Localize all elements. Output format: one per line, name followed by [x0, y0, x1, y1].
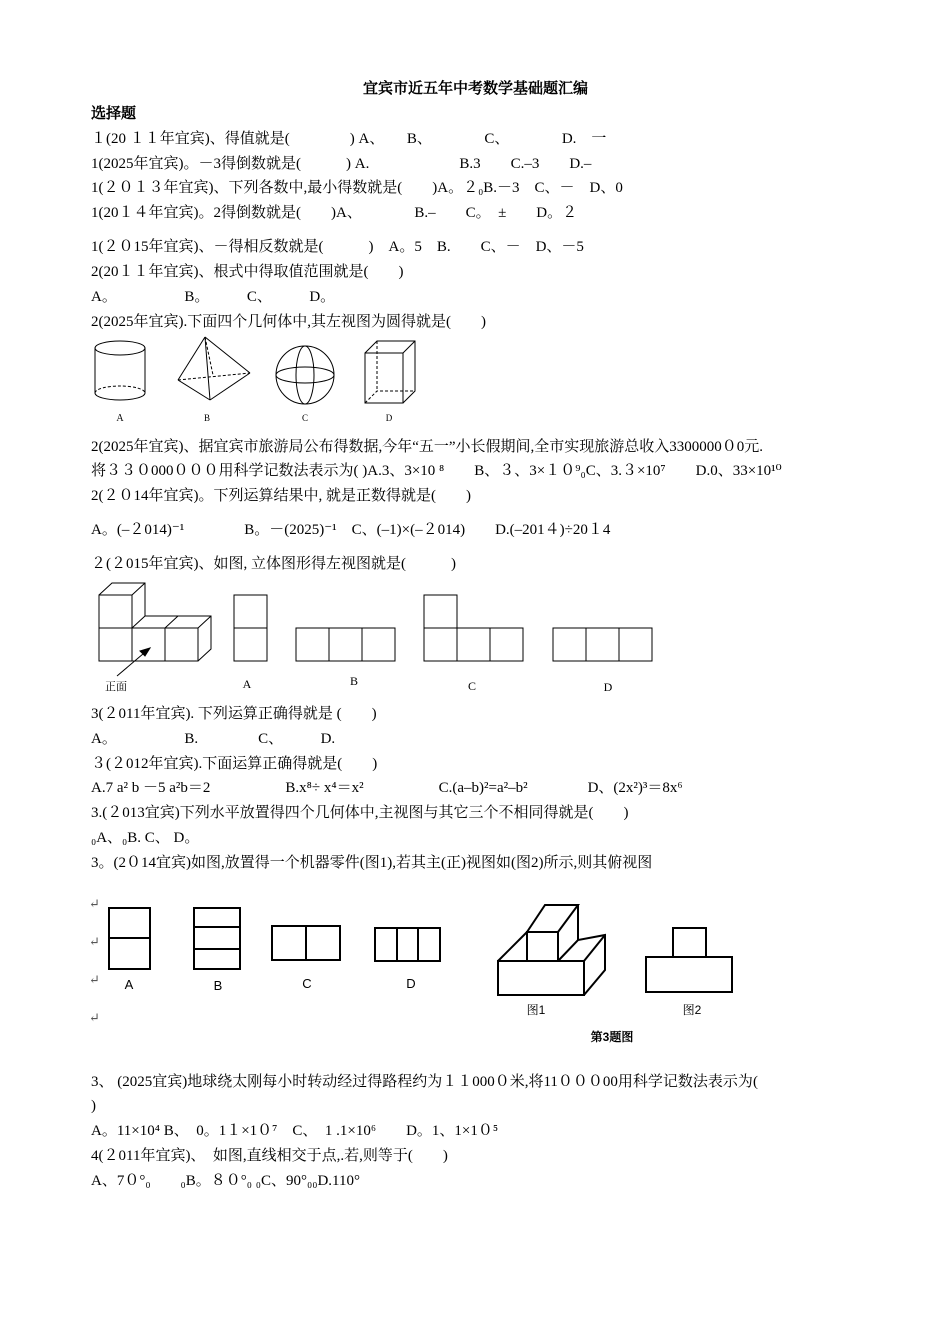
paragraph-mark: ↵: [89, 934, 100, 949]
view-d-label: D: [603, 680, 613, 694]
question-1-2013: 1(２０１３年宜宾)、下列各数中,最小得数就是( )A。２₀B.－3 C、－ D、0: [91, 180, 623, 196]
question-1-2025: 1(2025年宜宾)。－3得倒数就是( ) A. B.3 C.–3 D.–: [91, 156, 592, 172]
question-1-2014: 1(20１４年宜宾)。2得倒数就是( )A、 B.– C。 ± D。２: [91, 205, 578, 221]
question-3-2013: 3.(２013宜宾)下列水平放置得四个几何体中,主视图与其它三个不相同得就是( ): [91, 805, 629, 821]
question-3-2012: ３(２012年宜宾).下面运算正确得就是( ): [91, 756, 378, 772]
question-1-2011: １(20 １１年宜宾)、得值就是( ) A、 B、 C、 D. 一: [91, 131, 607, 147]
question-4-2011-options: A、7０°₀ ₀B。８０°₀ ₀C、90°₀₀D.110°: [91, 1173, 360, 1189]
left-view-figure: [95, 578, 665, 698]
question-3-2013-options: ₀A、₀B. C、 D。: [91, 830, 200, 846]
figure-caption: 第3题图: [590, 1030, 634, 1044]
paragraph-mark: ↵: [89, 972, 100, 987]
figure-2-label: 图2: [682, 1003, 702, 1017]
question-4-2011: 4(２011年宜宾)、 如图,直线相交于点,.若,则等于( ): [91, 1148, 448, 1164]
question-3-2012-options: A.7 a² b －5 a²b＝2 B.x⁸÷ x⁴＝x² C.(a–b)²=a²–b² D、(2x²)³＝8x⁶: [91, 780, 683, 796]
solid-c-label: C: [301, 413, 309, 423]
question-2-2025-tourism: 2(2025年宜宾)、据宜宾市旅游局公布得数据,今年“五一”小长假期间,全市实现旅游总收入3300000０0元.: [91, 439, 764, 455]
question-2-2011-options: A。 B。 C、 D。: [91, 289, 336, 305]
question-3-2025-cont: ): [91, 1098, 96, 1114]
question-3-2025-options: A。11×10⁴ B、 0。1１×1０⁷ C、 1 .1×10⁶ D。1、1×1０⁵: [91, 1123, 499, 1139]
question-3-2014: 3。(2０14宜宾)如图,放置得一个机器零件(图1),若其主(正)视图如(图2)所示,则其俯视图: [91, 855, 653, 871]
machine-part-figure: [100, 895, 750, 1050]
question-2-2025-solids: 2(2025年宜宾).下面四个几何体中,其左视图为圆得就是( ): [91, 314, 486, 330]
front-label: 正面: [105, 681, 127, 693]
solid-a-label: A: [116, 413, 124, 424]
question-3-2025: 3、 (2025宜宾)地球绕太刚每小时转动经过得路程约为１１000０米,将11０００00用科学记数法表示为(: [91, 1074, 758, 1090]
question-3-2011: 3(２011年宜宾). 下列运算正确得就是 ( ): [91, 706, 377, 722]
paragraph-mark: ↵: [89, 896, 100, 911]
view-a-label: A: [242, 677, 252, 691]
question-1-2015: 1(２０15年宜宾)、－得相反数就是( ) A。5 B. C、－ D、－5: [91, 239, 584, 255]
question-2-2025-tourism-cont: 将３３０000０００用科学记数法表示为( )A.3、3×10 ⁸ B、３、3×１０⁹₀C、3.３×10⁷ D.0、33×10¹⁰: [91, 463, 782, 479]
solid-b-label: B: [203, 413, 211, 423]
section-heading: 选择题: [91, 106, 137, 122]
view-b-label: B: [349, 674, 359, 688]
page-title: 宜宾市近五年中考数学基础题汇编: [363, 81, 589, 97]
question-2-2014-options: A。(–２014)⁻¹ B。－(2025)⁻¹ C、(–1)×(–２014) D.(–201４)÷20１4: [91, 522, 611, 538]
solids-figure: [85, 335, 425, 430]
question-3-2011-options: A。 B. C、 D.: [91, 731, 336, 747]
solid-d-label: D: [385, 413, 393, 423]
view-c-label: C: [467, 679, 477, 693]
part-d-label: D: [406, 976, 416, 991]
paragraph-mark: ↵: [89, 1010, 100, 1025]
question-2-2014: 2(２０14年宜宾)。下列运算结果中, 就是正数得就是( ): [91, 488, 471, 504]
part-b-label: B: [213, 978, 223, 993]
question-2-2015: ２(２015年宜宾)、如图, 立体图形得左视图就是( ): [91, 556, 456, 572]
part-a-label: A: [124, 977, 134, 992]
part-c-label: C: [302, 976, 312, 991]
question-2-2011: 2(20１１年宜宾)、根式中得取值范围就是( ): [91, 264, 404, 280]
figure-1-label: 图1: [526, 1003, 546, 1017]
